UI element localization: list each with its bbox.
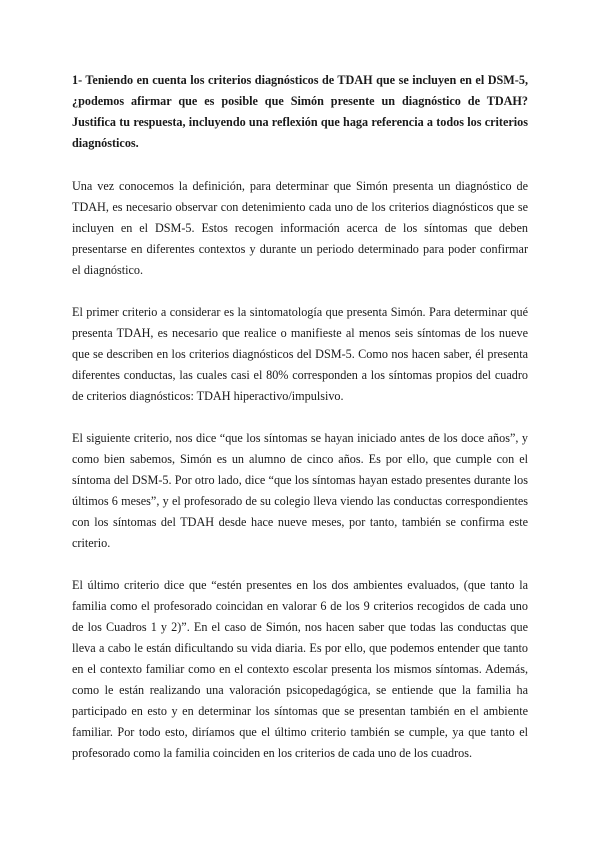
paragraph-age-criterion: El siguiente criterio, nos dice “que los síntomas se hayan iniciado antes de los doce años”, y como bien sabemos, Simón es un alumno de cinco años. Es por ello, que cumple con el síntoma del DSM-5. Por otro lado, dice “que los síntomas hayan estado presentes durante los últimos 6 meses”, y el profesorado de su colegio lleva viendo las conductas correspondientes con los síntomas del TDAH desde hace nueve meses, por tanto, también se confirma este criterio. xyxy=(72,431,528,550)
document-body xyxy=(72,70,528,764)
question-heading: 1- Teniendo en cuenta los criterios diagnósticos de TDAH que se incluyen en el DSM-5, ¿podemos afirmar que es posible que Simón presente un diagnóstico de TDAH? Justifica tu respuesta, incluyendo una reflexión que haga referencia a todos los criterios diagnósticos. xyxy=(72,73,528,150)
paragraph-last-criterion: El último criterio dice que “estén presentes en los dos ambientes evaluados, (que tanto la familia como el profesorado coincidan en valorar 6 de los 9 criterios recogidos de cada uno de los Cuadros 1 y 2)”. En el caso de Simón, nos hacen saber que todas las conductas que lleva a cabo le están dificultando su vida diaria. Es por ello, que podemos entender que tanto en el contexto familiar como en el contexto escolar presenta los mismos síntomas. Además, como le están realizando una valoración psicopedagógica, se entiende que la familia ha participado en esto y en determinar los síntomas que se presentan también en el ambiente familiar. Por todo esto, diríamos que el último criterio también se cumple, ya que tanto el profesorado como la familia coinciden en los criterios de cada uno de los cuadros. xyxy=(72,578,528,760)
paragraph-first-criterion: El primer criterio a considerar es la sintomatología que presenta Simón. Para determinar qué presenta TDAH, es necesario que realice o manifieste al menos seis síntomas de los nueve que se describen en los criterios diagnósticos del DSM-5. Como nos hacen saber, él presenta diferentes conductas, las cuales casi el 80% corresponden a los síntomas propios del cuadro de criterios diagnósticos: TDAH hiperactivo/impulsivo. xyxy=(72,305,528,403)
paragraph-intro: Una vez conocemos la definición, para determinar que Simón presenta un diagnóstico de TDAH, es necesario observar con detenimiento cada uno de los criterios diagnósticos que se incluyen en el DSM-5. Estos recogen información acerca de los síntomas que deben presentarse en diferentes contextos y durante un periodo determinado para poder confirmar el diagnóstico. xyxy=(72,179,528,277)
